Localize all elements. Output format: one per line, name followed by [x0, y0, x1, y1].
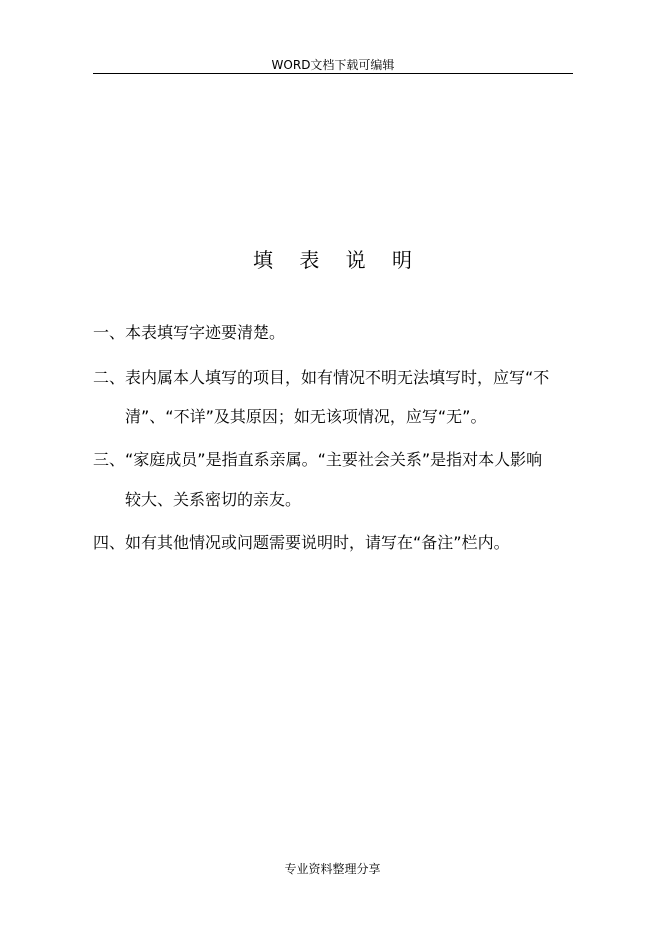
title-char: 明 [392, 248, 413, 272]
instruction-4: 四、如有其他情况或问题需要说明时，请写在“备注”栏内。 [93, 533, 510, 552]
instruction-3-line-1: 三、“家庭成员”是指直系亲属。“主要社会关系”是指对本人影响 [93, 450, 543, 469]
page-title [0, 248, 665, 272]
title-char: 填 [252, 248, 273, 272]
page-footer: 专业资料整理分享 [284, 862, 381, 876]
instruction-2-line-1: 二、表内属本人填写的项目，如有情况不明无法填写时，应写“不 [93, 368, 550, 387]
instruction-1: 一、本表填写字迹要清楚。 [93, 323, 286, 342]
instruction-2-line-2: 清”、“不详”及其原因；如无该项情况，应写“无”。 [125, 407, 487, 426]
title-char: 表 [299, 248, 320, 272]
title-char: 说 [345, 248, 366, 272]
page-header: WORD文档下载可编辑 [271, 58, 395, 72]
instruction-3-line-2: 较大、关系密切的亲友。 [125, 490, 302, 509]
header-divider [93, 73, 573, 74]
